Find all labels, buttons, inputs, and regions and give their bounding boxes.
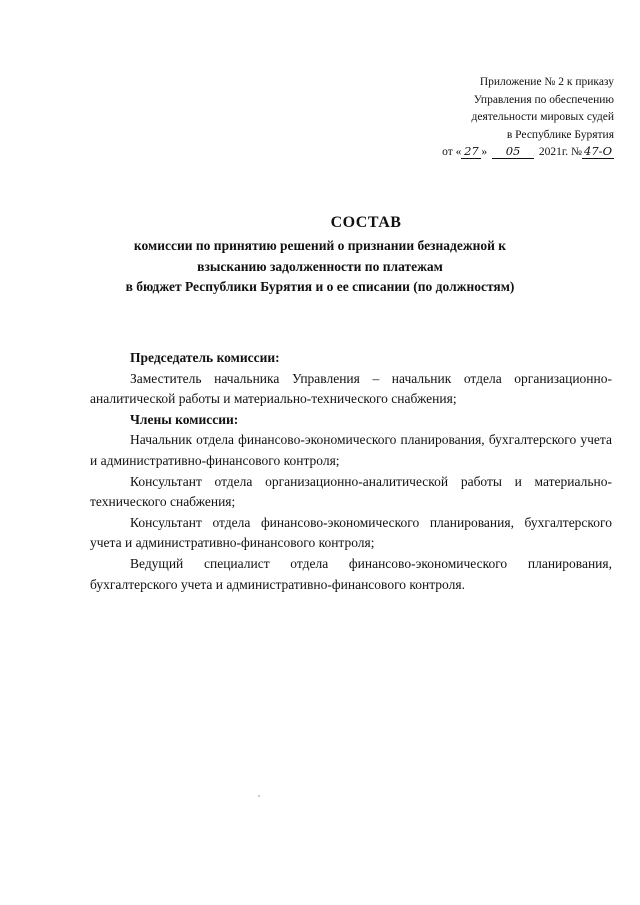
annex-line-3: деятельности мировых судей xyxy=(471,111,614,123)
subtitle-line-3: в бюджет Республики Бурятия и о ее списании (по должностям) xyxy=(125,279,515,294)
document-title-block xyxy=(0,214,640,298)
date-mid: » xyxy=(481,146,488,158)
subtitle-line-1: комиссии по принятию решений о признании безнадежной к xyxy=(133,238,507,253)
date-month-handwritten: 05 xyxy=(492,144,534,159)
document-body xyxy=(90,348,612,595)
member-item-3: Консультант отдела финансово-экономического планирования, бухгалтерского учета и административно-финансового контроля; xyxy=(90,514,612,551)
date-year: 2021г. № xyxy=(538,146,583,158)
date-day-handwritten: 27 xyxy=(461,144,481,159)
subtitle-line-2: взысканию задолженности по платежам xyxy=(197,258,443,274)
chairman-text: Заместитель начальника Управления – начальник отдела организационно-аналитической работы и материально-технического снабжения; xyxy=(90,370,612,407)
document-subtitle xyxy=(0,236,640,298)
annex-line-2: Управления по обеспечению xyxy=(473,93,614,106)
scan-speck xyxy=(258,795,260,797)
annex-date-line xyxy=(442,144,614,162)
member-item-2: Консультант отдела организационно-аналитической работы и материально-технического снабжения; xyxy=(90,473,612,510)
date-prefix: от « xyxy=(442,146,462,158)
chairman-heading: Председатель комиссии: xyxy=(130,350,280,365)
document-title: СОСТАВ xyxy=(330,214,402,231)
member-item-1: Начальник отдела финансово-экономического планирования, бухгалтерского учета и административно-финансового контроля; xyxy=(90,432,612,468)
annex-line-4: в Республике Бурятия xyxy=(506,128,614,141)
annex-block xyxy=(442,74,614,162)
annex-line-1: Приложение № 2 к приказу xyxy=(479,76,614,88)
member-item-4: Ведущий специалист отдела финансово-экономического планирования, бухгалтерского учета и административно-финансового контроля. xyxy=(90,555,612,592)
order-number-handwritten: 47-О xyxy=(584,144,612,158)
members-heading: Члены комиссии: xyxy=(130,411,239,427)
